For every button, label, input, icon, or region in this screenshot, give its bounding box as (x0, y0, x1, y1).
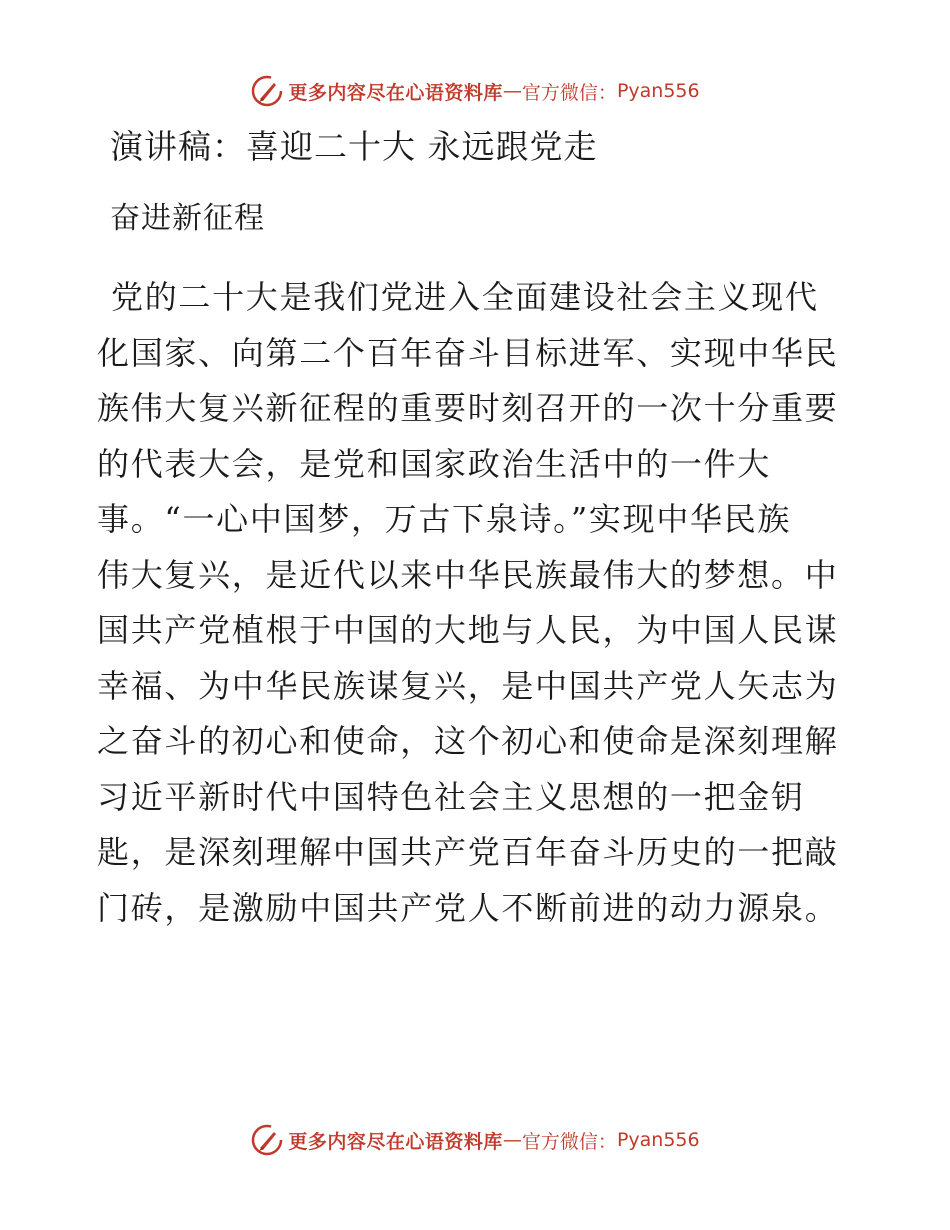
watermark-wechat-id: Pyan556 (616, 80, 700, 102)
watermark-wechat-id: Pyan556 (616, 1129, 700, 1151)
footer-watermark (0, 1120, 950, 1160)
document-subtitle: 奋进新征程 (110, 201, 265, 236)
watermark-wechat-label: 官方微信： (521, 1130, 617, 1153)
body-line: 族伟大复兴新征程的重要时刻召开的一次十分重要 (97, 389, 839, 427)
body-line: 匙，是深刻理解中国共产党百年奋斗历史的一把敲 (97, 833, 839, 871)
quill-logo-icon (250, 74, 284, 108)
body-line: 之奋斗的初心和使命，这个初心和使命是深刻理解 (97, 722, 839, 760)
body-line: 的代表大会，是党和国家政治生活中的一件大 (97, 444, 772, 483)
body-line: 事。“一心中国梦，万古下泉诗。”实现中华民族 (97, 500, 792, 538)
document-body (97, 270, 857, 936)
header-watermark (0, 71, 950, 111)
body-line: 党的二十大是我们党进入全面建设社会主义现代 (111, 278, 819, 316)
body-line: 习近平新时代中国特色社会主义思想的一把金钥 (97, 777, 805, 816)
body-line: 门砖，是激励中国共产党人不断前进的动力源泉。 (97, 888, 839, 927)
body-line: 国共产党植根于中国的大地与人民，为中国人民谋 (97, 611, 839, 649)
body-line: 幸福、为中华民族谋复兴，是中国共产党人矢志为 (97, 666, 839, 705)
body-line: 化国家、向第二个百年奋斗目标进军、实现中华民 (97, 333, 839, 372)
watermark-text: 更多内容尽在心语资料库 (288, 1130, 503, 1153)
body-line: 伟大复兴，是近代以来中华民族最伟大的梦想。中 (97, 555, 839, 594)
watermark-wechat-label: 官方微信： (521, 81, 617, 104)
quill-logo-icon (250, 1123, 284, 1157)
watermark-separator: — (502, 1129, 522, 1151)
watermark-text: 更多内容尽在心语资料库 (288, 81, 503, 104)
watermark-separator: — (502, 80, 522, 102)
document-title: 演讲稿：喜迎二十大 永远跟党走 (110, 127, 598, 166)
